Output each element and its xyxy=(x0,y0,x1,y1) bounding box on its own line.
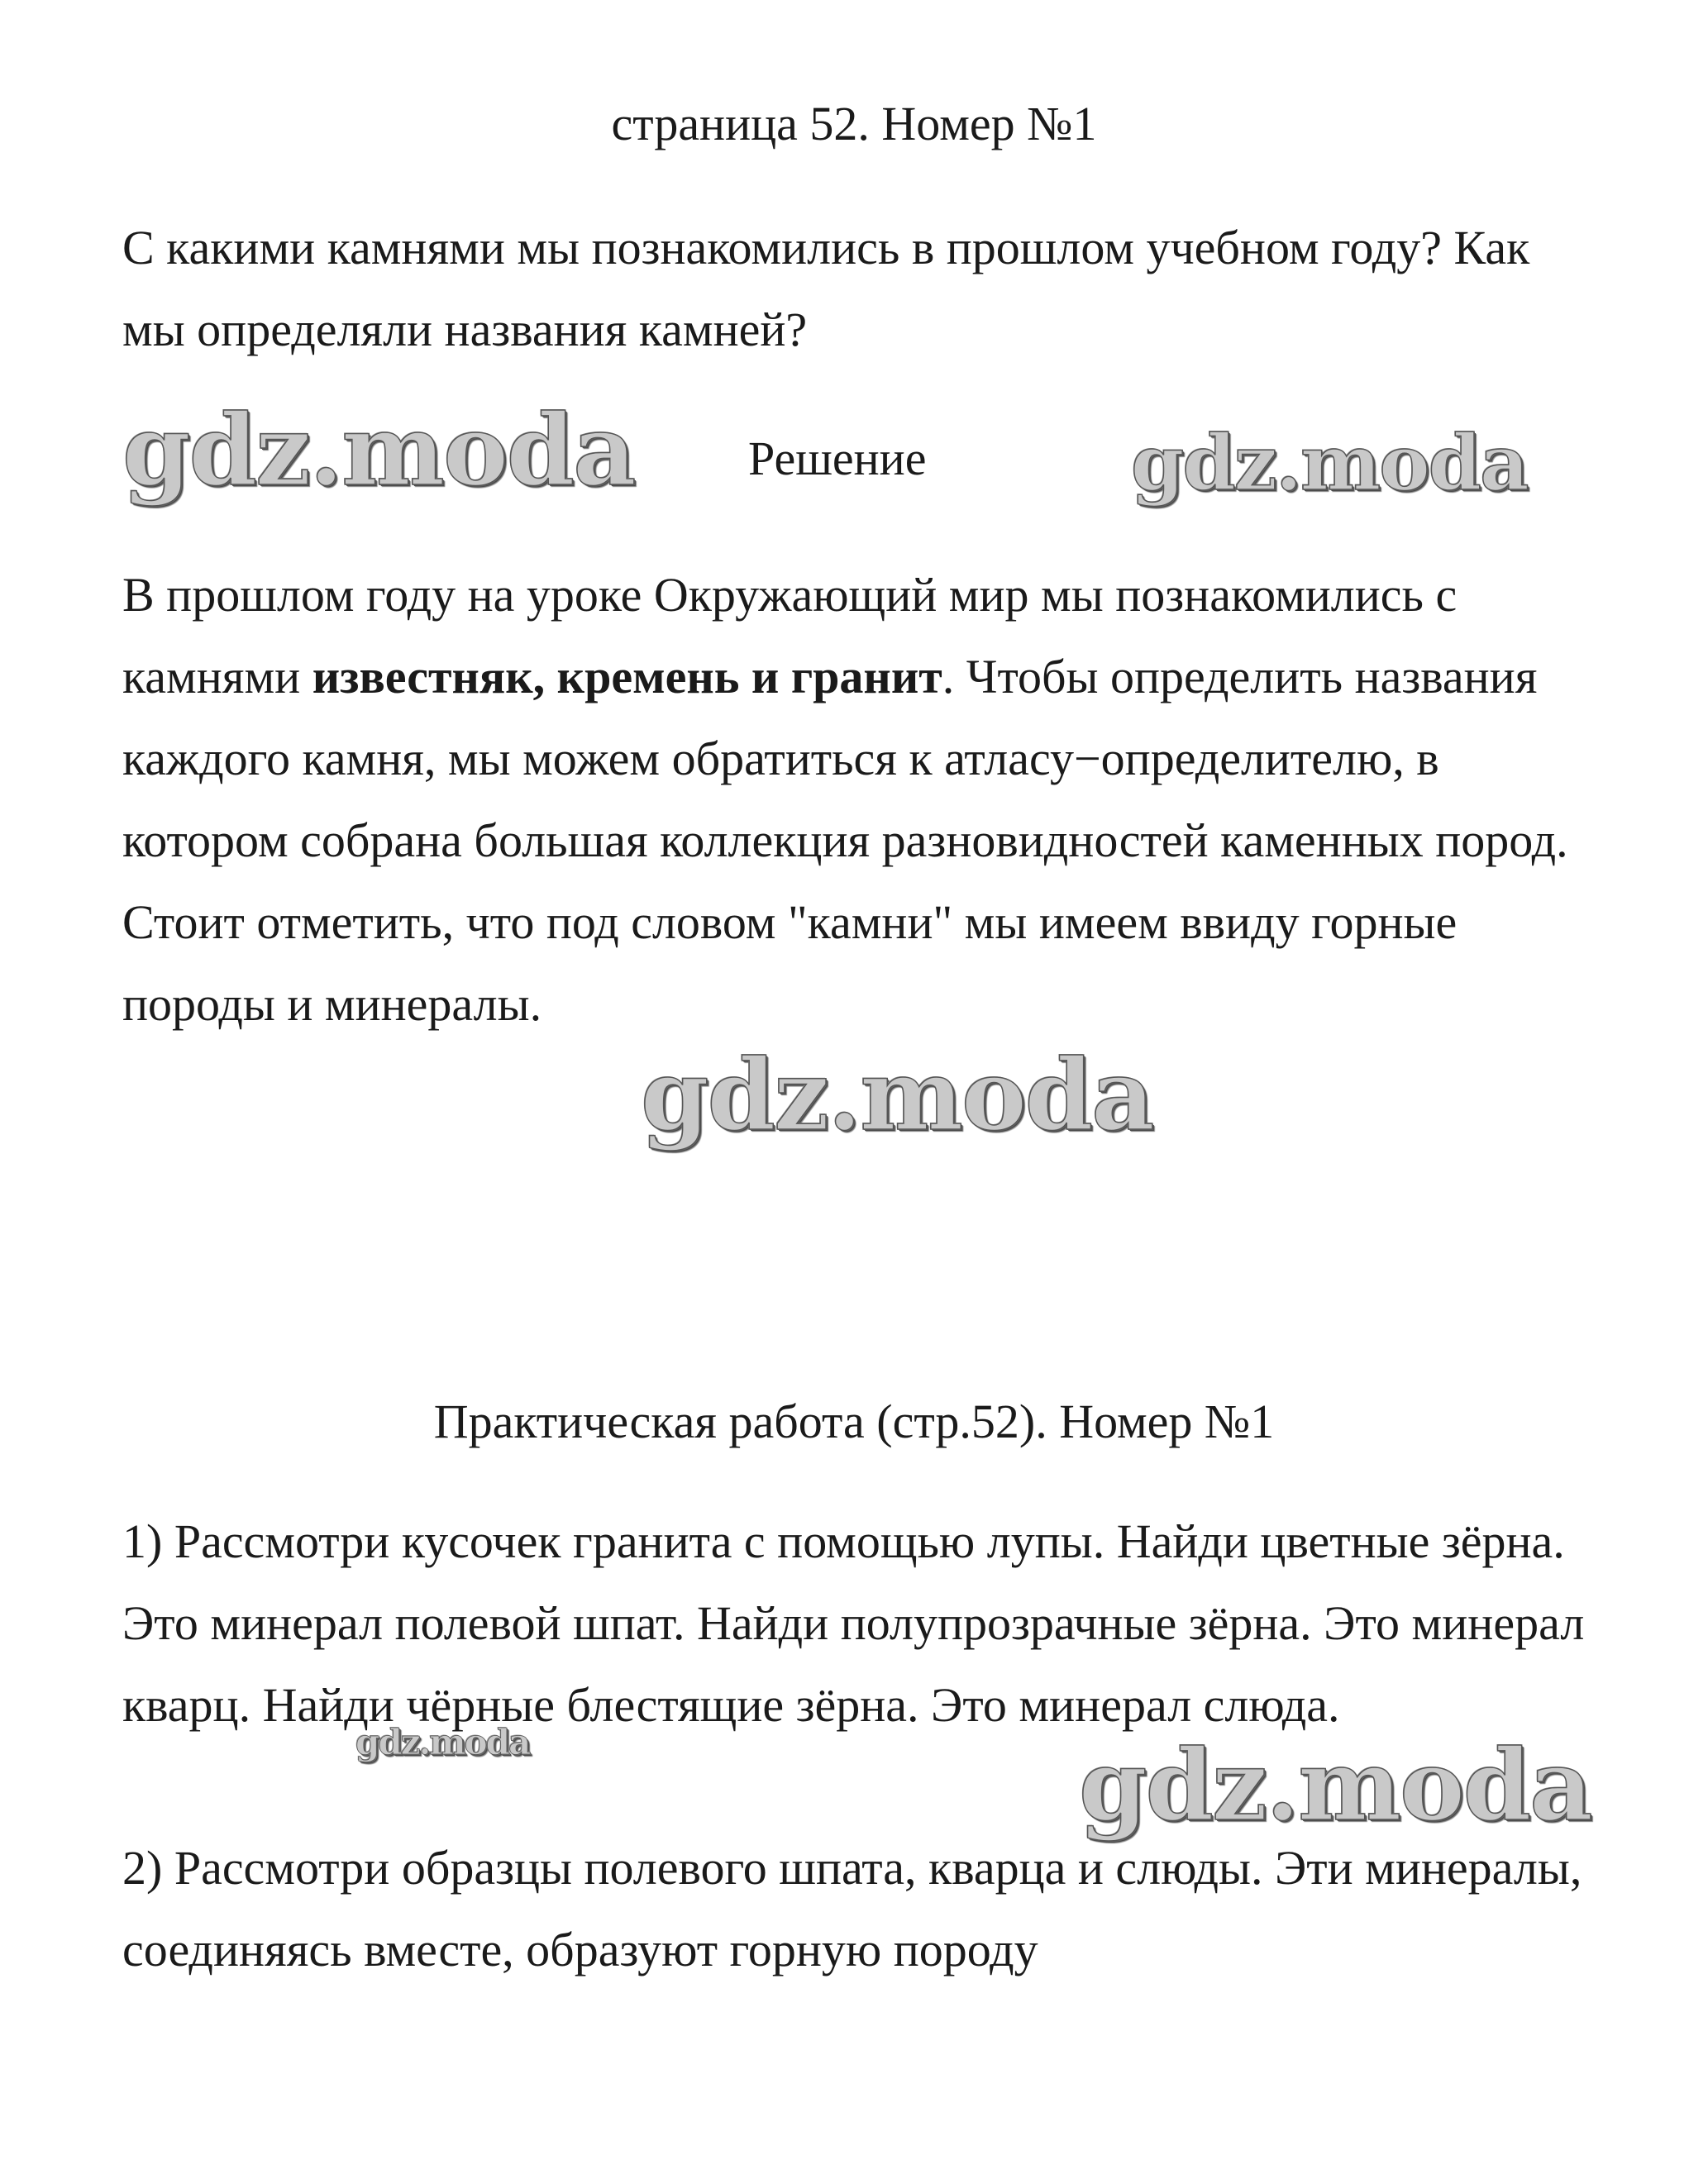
question-text: С какими камнями мы познакомились в прошлом учебном году? Как мы определяли названия камней? xyxy=(122,221,1530,356)
answer-text-start: В прошлом году на уроке Окружающий мир мы познакомились с камнями xyxy=(122,568,1458,703)
answer-text xyxy=(122,554,1594,1045)
task-item-1: 1) Рассмотри кусочек гранита с помощью лупы. Найди цветные зёрна. Это минерал полевой шпат. Найди полупрозрачные зёрна. Это минерал кварц. Найди чёрные блестящие зёрна. Это минерал слюда. xyxy=(122,1514,1585,1732)
watermark-logo: gdz.moda xyxy=(122,393,635,508)
section-title: Практическая работа (стр.52). Номер №1 xyxy=(433,1395,1275,1448)
section-title: страница 52. Номер №1 xyxy=(611,97,1097,150)
watermark-logo: gdz.moda xyxy=(1131,418,1528,508)
answer-text-end: . Чтобы определить названия каждого камня, мы можем обратиться к атласу−определителю, в котором собрана большая коллекция разновидностей каменных пород. Стоит отметить, что под словом "камни" мы имеем ввиду горные породы и минералы. xyxy=(122,650,1568,1031)
watermark-logo: gdz.moda xyxy=(1079,1728,1591,1843)
watermark-logo: gdz.moda xyxy=(641,1037,1153,1152)
answer-stone-names: известняк, кремень и гранит xyxy=(312,650,942,703)
solution-label: Решение xyxy=(748,432,927,485)
watermark-logo: gdz.moda xyxy=(355,1722,530,1762)
task-item-2: 2) Рассмотри образцы полевого шпата, кварца и слюды. Эти минералы, соединяясь вместе, образуют горную породу xyxy=(122,1841,1582,1976)
